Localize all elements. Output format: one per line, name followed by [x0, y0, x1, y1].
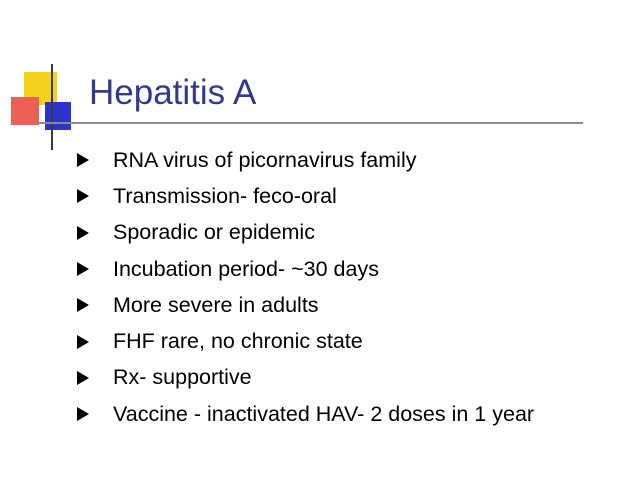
triangle-bullet-icon	[77, 407, 89, 421]
bullet-text: More severe in adults	[113, 292, 319, 317]
bullet-text: Vaccine - inactivated HAV- 2 doses in 1 year	[113, 401, 535, 426]
bullet-text: Rx- supportive	[113, 365, 252, 390]
bullet-item	[77, 178, 534, 214]
bullet-text: RNA virus of picornavirus family	[113, 147, 417, 172]
triangle-bullet-icon	[77, 189, 89, 203]
bullet-item	[77, 396, 534, 432]
bullet-item	[77, 360, 534, 396]
red-square-decoration	[11, 97, 39, 125]
triangle-bullet-icon	[77, 371, 89, 385]
bullet-text: FHF rare, no chronic state	[113, 329, 363, 354]
triangle-bullet-icon	[77, 335, 89, 349]
vertical-rule	[51, 64, 53, 150]
bullet-item	[77, 142, 534, 178]
bullet-item	[77, 215, 534, 251]
triangle-bullet-icon	[77, 298, 89, 312]
bullet-item	[77, 251, 534, 287]
bullet-item	[77, 287, 534, 323]
title-underline-rule	[38, 122, 583, 124]
triangle-bullet-icon	[77, 262, 89, 276]
blue-square-decoration	[45, 102, 71, 130]
triangle-bullet-icon	[77, 226, 89, 240]
triangle-bullet-icon	[77, 153, 89, 167]
bullet-item	[77, 323, 534, 359]
slide-title: Hepatitis A	[89, 73, 257, 112]
bullet-text: Transmission- feco-oral	[113, 183, 337, 208]
bullet-text: Sporadic or epidemic	[113, 220, 315, 245]
bullet-list	[77, 142, 534, 432]
bullet-text: Incubation period- ~30 days	[113, 256, 379, 281]
